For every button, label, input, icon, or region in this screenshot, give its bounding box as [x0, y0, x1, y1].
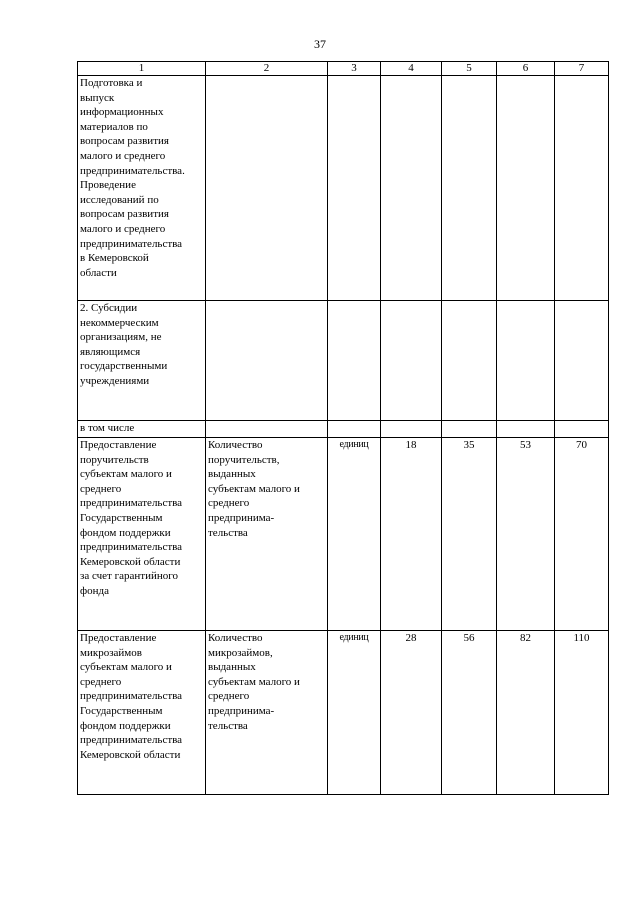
row-description: Предоставление поручительств субъектам малого и среднего предпринимательства Государственным фондом поддержки предпринимательства Кемеровской области за счет гарантийного фонда — [80, 439, 183, 597]
row-description: 2. Субсидии некоммерческим организациям, не являющимся государственными учреждениями — [80, 302, 168, 387]
page-number: 37 — [314, 37, 326, 51]
table-cell — [497, 76, 555, 301]
indicator-name: Количество поручительств, выданных субъектам малого и среднего предпринима- тельства — [208, 439, 300, 539]
table-cell — [555, 76, 609, 301]
table-cell — [497, 301, 555, 421]
table-cell — [555, 421, 609, 438]
table-row — [78, 76, 609, 301]
unit-cell: единиц — [328, 438, 381, 631]
header-row — [78, 62, 609, 76]
column-header: 3 — [328, 62, 381, 76]
value-cell: 110 — [555, 631, 609, 795]
value-cell: 56 — [442, 631, 497, 795]
table-cell — [442, 421, 497, 438]
column-header: 4 — [381, 62, 442, 76]
table-row — [78, 438, 609, 631]
table-cell — [328, 301, 381, 421]
table-cell — [206, 421, 328, 438]
column-header: 5 — [442, 62, 497, 76]
table-row — [78, 301, 609, 421]
table-cell — [381, 301, 442, 421]
table-cell — [381, 76, 442, 301]
table-cell — [328, 76, 381, 301]
value-cell: 18 — [381, 438, 442, 631]
value-cell: 35 — [442, 438, 497, 631]
data-table — [77, 61, 609, 795]
table-cell — [328, 421, 381, 438]
column-header: 7 — [555, 62, 609, 76]
row-description: в том числе — [80, 422, 135, 434]
table-cell — [555, 301, 609, 421]
value-cell: 70 — [555, 438, 609, 631]
table-cell — [381, 421, 442, 438]
table-row — [78, 631, 609, 795]
column-header: 2 — [206, 62, 328, 76]
column-header: 6 — [497, 62, 555, 76]
table-cell — [442, 301, 497, 421]
indicator-name: Количество микрозаймов, выданных субъектам малого и среднего предпринима- тельства — [208, 632, 300, 732]
row-description: Подготовка и выпуск информационных материалов по вопросам развития малого и среднего предпринимательства. Проведение исследований по вопросам развития малого и среднего предпринимательства в Кемеровской области — [80, 77, 185, 279]
unit-cell: единиц — [328, 631, 381, 795]
table-cell — [206, 76, 328, 301]
value-cell: 28 — [381, 631, 442, 795]
column-header: 1 — [78, 62, 206, 76]
table-cell — [206, 301, 328, 421]
table-cell — [497, 421, 555, 438]
table-row — [78, 421, 609, 438]
value-cell: 53 — [497, 438, 555, 631]
table-cell — [442, 76, 497, 301]
value-cell: 82 — [497, 631, 555, 795]
row-description: Предоставление микрозаймов субъектам малого и среднего предпринимательства Государственным фондом поддержки предпринимательства Кемеровской области — [80, 632, 183, 761]
